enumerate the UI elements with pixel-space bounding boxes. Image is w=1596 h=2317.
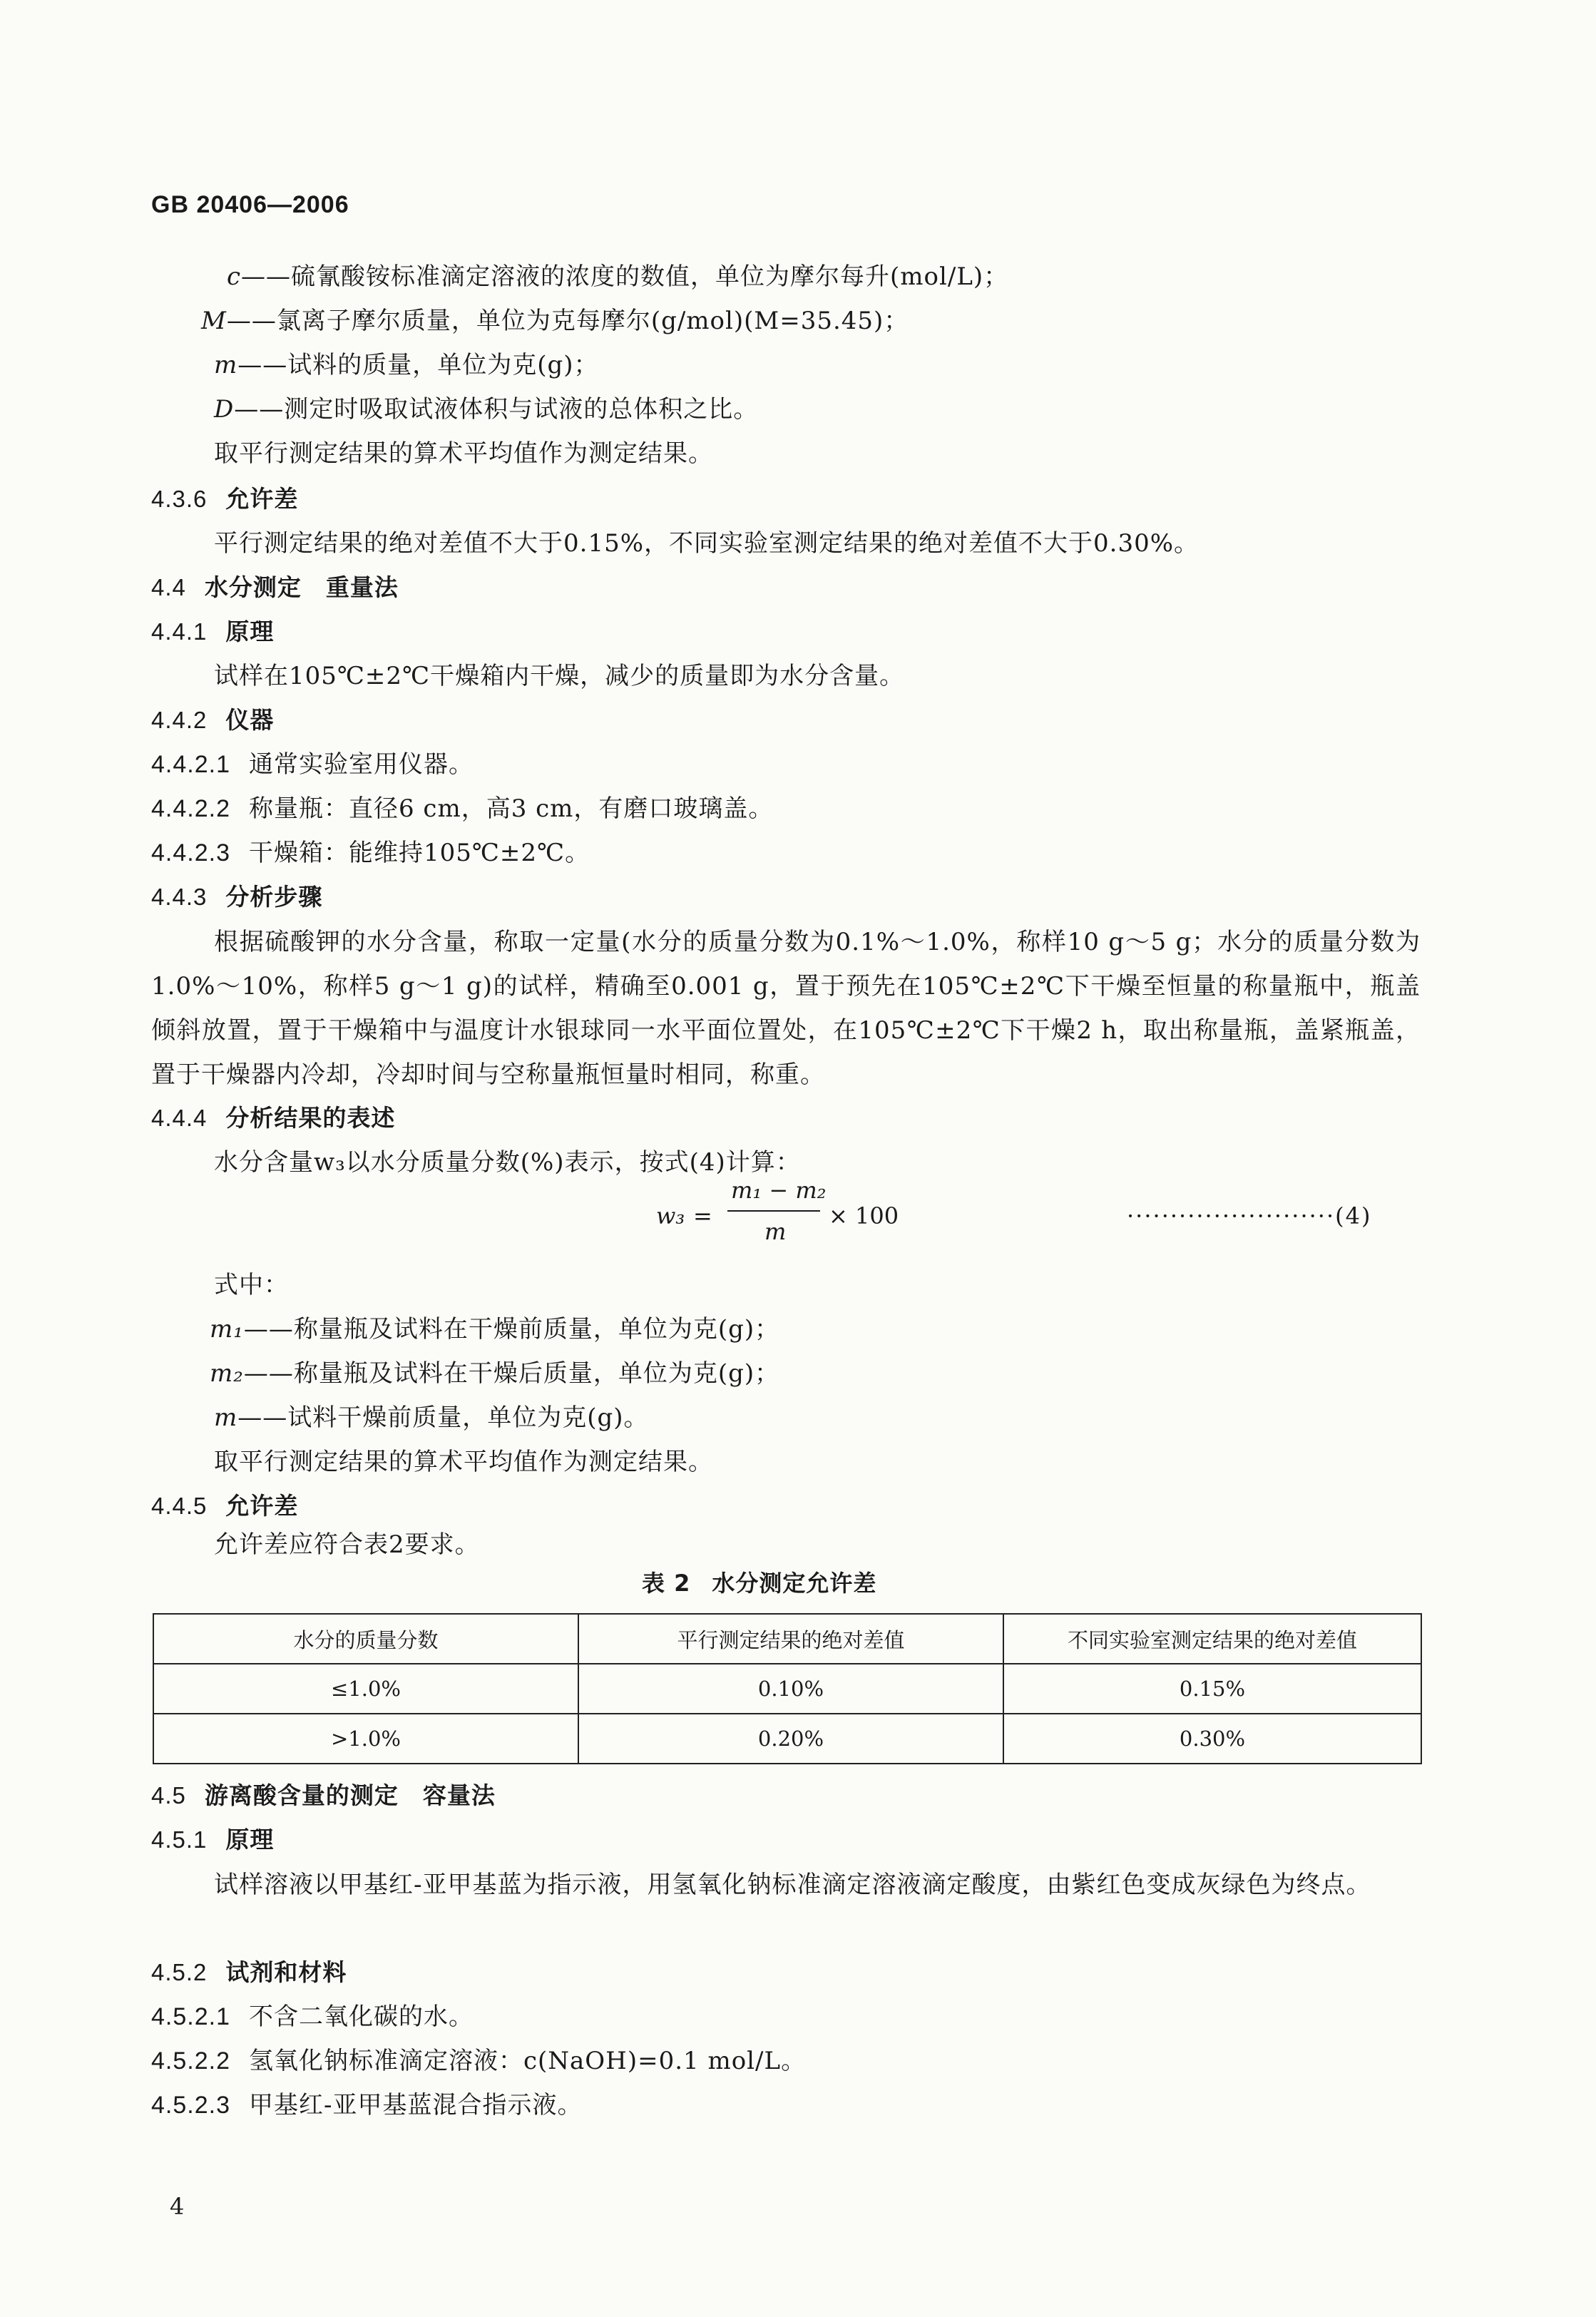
table-title: 水分测定允许差 [712,1570,877,1597]
result-note: 取平行测定结果的算术平均值作为测定结果。 [214,439,713,468]
formula-intro: 水分含量w₃以水分质量分数(%)表示，按式(4)计算： [214,1148,801,1177]
formula-equals: = [693,1202,712,1229]
definition-symbol: m₂ [210,1359,244,1388]
table-cell: >1.0% [153,1714,578,1764]
formula-lhs: w₃ [656,1202,685,1229]
procedure-paragraph: 根据硫酸钾的水分含量，称取一定量(水分的质量分数为0.1%～1.0%，称样10 g～5 g；水分的质量分数为1.0%～10%，称样5 g～1 g)的试样，精确至0.001 g，置于预先在105℃±2℃下干燥至恒量的称量瓶中，瓶盖倾斜放置，置于干燥箱中与温度计水银球同一水平面位置处，在105℃±2℃下干燥2 h，取出称量瓶，盖紧瓶盖，置于干燥器内冷却，冷却时间与空称量瓶恒量时相同，称重。 [151,928,1421,1089]
section-heading-4-5 [151,1780,496,1811]
section-heading-4-5-1 [151,1824,274,1856]
formula-multiplier: × 100 [829,1202,899,1229]
section-number: 4.4.3 [151,884,208,910]
clause-number: 4.4.2.1 [151,751,230,778]
table-cell: 0.30% [1003,1714,1421,1764]
principle-text: 试样在105℃±2℃干燥箱内干燥，减少的质量即为水分含量。 [214,662,905,690]
section-number: 4.4 [151,574,186,600]
clause-number: 4.5.2.3 [151,2092,230,2119]
tolerance-text: 允许差应符合表2要求。 [214,1530,480,1559]
definition-text: ——试料干燥前质量，单位为克(g)。 [237,1403,649,1432]
definition-symbol: m [214,351,238,379]
formula-4 [642,1177,1426,1255]
definition-m [214,349,599,381]
table-row [153,1714,1421,1764]
formula-denominator: m [764,1218,787,1245]
definition-m1 [210,1314,779,1345]
leader-dots: ························ [1127,1202,1336,1229]
clause-text: 通常实验室用仪器。 [248,750,474,779]
clause-text: 干燥箱：能维持105℃±2℃。 [248,839,590,867]
definition-text: ——试料的质量，单位为克(g)； [237,351,599,379]
section-heading-4-4-1 [151,616,274,648]
definition-D [214,394,758,425]
section-number: 4.4.2 [151,707,208,733]
definition-text: ——氯离子摩尔质量，单位为克每摩尔(g/mol)(M=35.45)； [226,307,909,335]
section-number: 4.5.1 [151,1826,208,1853]
section-title: 分析结果的表述 [225,1104,396,1132]
definition-symbol: m₁ [210,1315,244,1344]
clause-number: 4.4.2.2 [151,795,230,822]
page-number: 4 [170,2193,185,2220]
section-heading-4-4-2 [151,705,274,736]
section-number: 4.4.5 [151,1493,208,1519]
table-caption [642,1565,876,1598]
table-cell: 0.15% [1003,1664,1421,1714]
definition-text: ——称量瓶及试料在干燥后质量，单位为克(g)； [243,1359,780,1388]
clause-4-4-2-2 [151,793,773,824]
table-number: 表 2 [642,1570,691,1597]
definition-text: ——硫氰酸铵标准滴定溶液的浓度的数值，单位为摩尔每升(mol/L)； [241,262,1009,291]
table-header-cell: 水分的质量分数 [153,1614,578,1664]
definition-c [227,261,1008,292]
clause-text: 称量瓶：直径6 cm，高3 cm，有磨口玻璃盖。 [248,794,774,823]
section-number: 4.3.6 [151,486,208,512]
definition-symbol: c [227,262,242,291]
table-header-row [153,1614,1421,1664]
fraction-bar [727,1210,820,1212]
definition-m2 [210,1358,779,1389]
formula-label: (4) [1335,1202,1372,1229]
clause-4-5-2-3 [151,2090,582,2121]
section-number: 4.4.4 [151,1105,208,1131]
table-row [153,1664,1421,1714]
result-note: 取平行测定结果的算术平均值作为测定结果。 [214,1448,713,1476]
table-cell: ≤1.0% [153,1664,578,1714]
definition-text: ——称量瓶及试料在干燥前质量，单位为克(g)； [243,1315,780,1344]
section-heading-4-4 [151,572,399,603]
standard-number: GB 20406—2006 [151,191,349,218]
definition-text: ——测定时吸取试液体积与试液的总体积之比。 [234,395,759,424]
formula-numerator: m₁ − m₂ [731,1177,827,1204]
section-number: 4.5.2 [151,1959,208,1985]
clause-number: 4.5.2.1 [151,2003,230,2030]
clause-text: 氢氧化钠标准滴定溶液：c(NaOH)=0.1 mol/L。 [248,2047,807,2075]
clause-number: 4.4.2.3 [151,839,230,866]
section-heading-4-5-2 [151,1957,347,1988]
tolerance-table [153,1613,1422,1764]
section-heading-4-4-5 [151,1490,298,1522]
clause-text: 不含二氧化碳的水。 [248,2003,474,2031]
section-title: 游离酸含量的测定 容量法 [204,1781,496,1809]
clause-number: 4.5.2.2 [151,2047,230,2075]
definition-symbol: M [201,307,227,335]
tolerance-text: 平行测定结果的绝对差值不大于0.15%，不同实验室测定结果的绝对差值不大于0.30%。 [214,529,1199,558]
section-title: 原理 [225,618,275,645]
table-cell: 0.10% [578,1664,1003,1714]
table-cell: 0.20% [578,1714,1003,1764]
clause-text: 甲基红-亚甲基蓝混合指示液。 [248,2091,583,2119]
clause-4-5-2-2 [151,2045,806,2077]
section-heading-4-4-4 [151,1103,395,1134]
definition-M [201,305,909,337]
formula-leader-dots [1127,1202,1371,1229]
section-title: 原理 [225,1826,275,1853]
section-heading-4-4-3 [151,881,322,913]
clause-4-5-2-1 [151,2001,474,2032]
table-header-cell: 平行测定结果的绝对差值 [578,1614,1003,1664]
principle-paragraph: 试样溶液以甲基红-亚甲基蓝为指示液，用氢氧化钠标准滴定溶液滴定酸度，由紫红色变成灰绿色为终点。 [214,1871,1371,1899]
section-title: 仪器 [225,706,275,734]
section-title: 允许差 [225,1492,299,1520]
section-title: 试剂和材料 [225,1958,347,1986]
section-title: 水分测定 重量法 [204,573,399,601]
where-label: 式中： [214,1271,289,1299]
definition-symbol: D [214,395,235,424]
section-number: 4.5 [151,1782,186,1809]
table-header-cell: 不同实验室测定结果的绝对差值 [1003,1614,1421,1664]
section-title: 允许差 [225,485,299,513]
section-heading-4-3-6 [151,484,298,515]
definition-m-bottom [214,1402,649,1433]
definition-symbol: m [214,1403,238,1432]
section-number: 4.4.1 [151,618,208,645]
clause-4-4-2-3 [151,837,590,869]
clause-4-4-2-1 [151,749,474,780]
section-title: 分析步骤 [225,883,323,911]
